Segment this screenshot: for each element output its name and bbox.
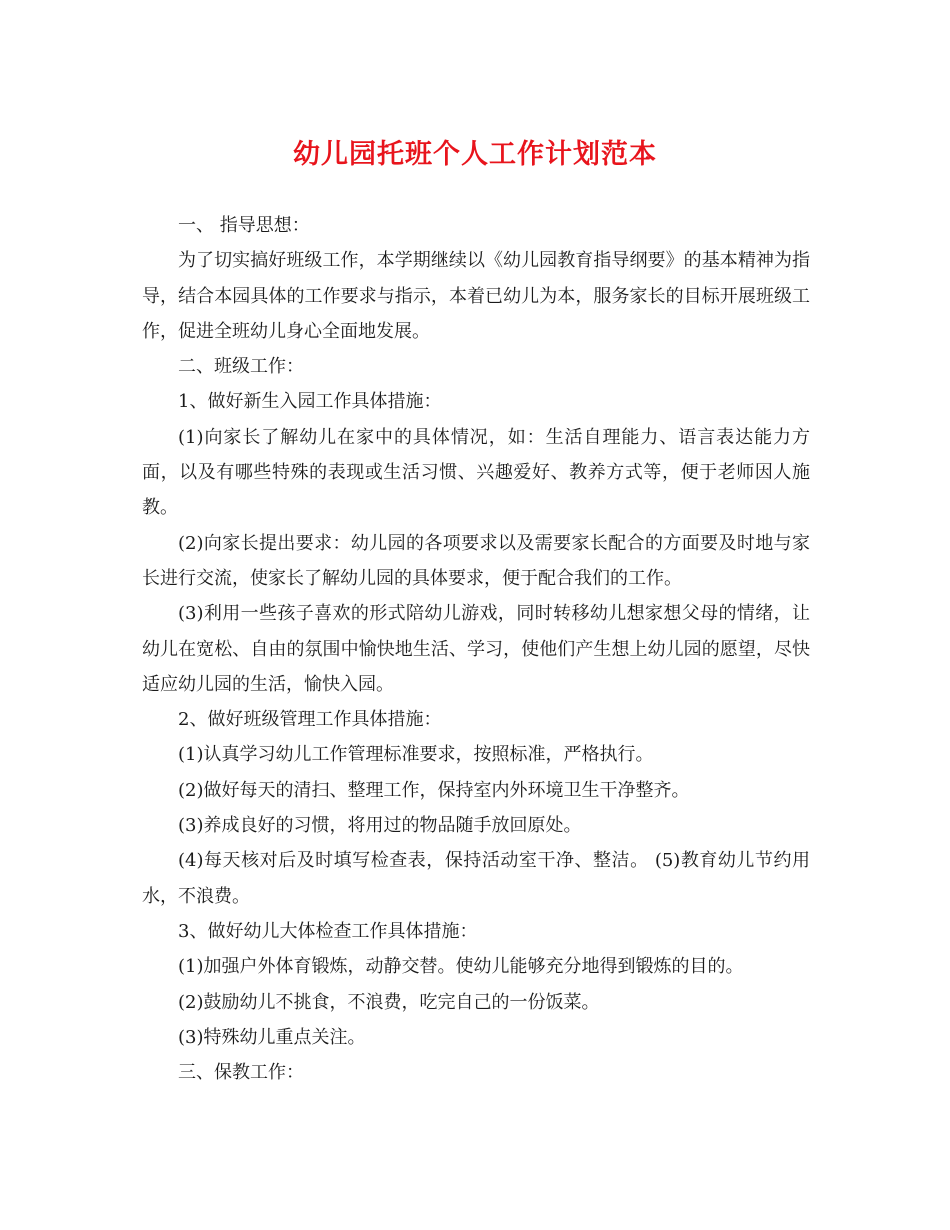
section-heading-class-work: 二、班级工作： xyxy=(178,356,304,378)
paragraph: (4)每天核对后及时填写检查表，保持活动室干净、整洁。 (5)教育幼儿节约用水，不浪费。 xyxy=(142,850,810,907)
paragraph: (2)向家长提出要求：幼儿园的各项要求以及需要家长配合的方面要及时地与家长进行交流，使家长了解幼儿园的具体要求，便于配合我们的工作。 xyxy=(142,532,810,589)
subheading: 3、做好幼儿大体检查工作具体措施： xyxy=(178,920,478,942)
section-heading-guiding-ideology: 一、 指导思想： xyxy=(178,215,310,236)
subheading: 1、做好新生入园工作具体措施： xyxy=(178,391,442,413)
paragraph: 为了切实搞好班级工作，本学期继续以《幼儿园教育指导纲要》的基本精神为指导，结合本园具体的工作要求与指示，本着已幼儿为本，服务家长的目标开展班级工作，促进全班幼儿身心全面地发展。 xyxy=(142,250,810,342)
paragraph: (1)认真学习幼儿工作管理标准要求，按照标准，严格执行。 xyxy=(178,744,654,766)
document-title: 幼儿园托班个人工作计划范本 xyxy=(293,139,657,170)
paragraph: (3)特殊幼儿重点关注。 xyxy=(178,1026,366,1048)
paragraph: (2)鼓励幼儿不挑食，不浪费，吃完自己的一份饭菜。 xyxy=(178,991,600,1013)
subheading: 2、做好班级管理工作具体措施： xyxy=(178,709,442,731)
document-body xyxy=(142,208,810,1090)
paragraph: (2)做好每天的清扫、整理工作，保持室内外环境卫生干净整齐。 xyxy=(178,779,690,801)
paragraph: (1)向家长了解幼儿在家中的具体情况，如：生活自理能力、语言表达能力方面，以及有哪些特殊的表现或生活习惯、兴趣爱好、教养方式等，便于老师因人施教。 xyxy=(142,426,810,519)
paragraph: (3)养成良好的习惯，将用过的物品随手放回原处。 xyxy=(178,815,582,837)
section-heading-care-education: 三、保教工作： xyxy=(178,1062,304,1084)
paragraph: (3)利用一些孩子喜欢的形式陪幼儿游戏，同时转移幼儿想家想父母的情绪，让幼儿在宽松、自由的氛围中愉快地生活、学习，使他们产生想上幼儿园的愿望，尽快适应幼儿园的生活，愉快入园。 xyxy=(142,603,810,695)
paragraph: (1)加强户外体育锻炼，动静交替。使幼儿能够充分地得到锻炼的目的。 xyxy=(178,956,744,978)
